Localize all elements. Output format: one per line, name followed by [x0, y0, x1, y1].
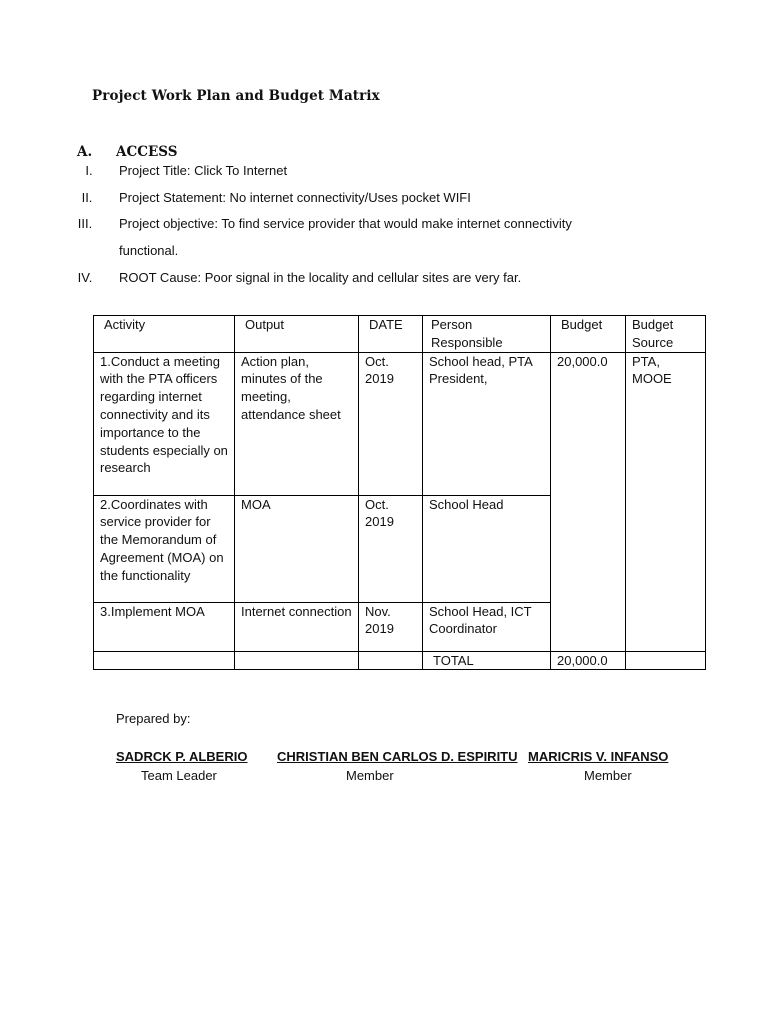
signatory-role-1: Team Leader — [141, 768, 217, 783]
table-header-row — [94, 316, 706, 353]
date-cell: Oct. 2019 — [359, 495, 423, 602]
project-title-text: Project Title: Click To Internet — [119, 163, 288, 178]
empty-cell — [94, 651, 235, 670]
person-cell: School head, PTA President, — [423, 352, 551, 495]
activity-cell: 2.Coordinates with service provider for the Memorandum of Agreement (MOA) on the functionality — [94, 495, 235, 602]
section-heading — [77, 144, 177, 160]
budget-cell: 20,000.0 — [551, 352, 626, 651]
item-number: IV. — [77, 270, 93, 285]
header-output: Output — [235, 316, 359, 353]
total-value: 20,000.0 — [551, 651, 626, 670]
item-number: III. — [77, 216, 93, 231]
person-cell: School Head, ICT Coordinator — [423, 602, 551, 651]
signatory-name-2: CHRISTIAN BEN CARLOS D. ESPIRITU — [277, 749, 518, 764]
empty-cell — [235, 651, 359, 670]
project-objective-continuation: functional. — [119, 243, 179, 258]
output-cell: MOA — [235, 495, 359, 602]
person-cell: School Head — [423, 495, 551, 602]
header-budget-source: Budget Source — [626, 316, 706, 353]
work-plan-table — [93, 315, 706, 670]
date-cell: Oct. 2019 — [359, 352, 423, 495]
total-row — [94, 651, 706, 670]
header-date: DATE — [359, 316, 423, 353]
section-title: ACCESS — [116, 144, 178, 160]
output-cell: Action plan, minutes of the meeting, attendance sheet — [235, 352, 359, 495]
root-cause-text: ROOT Cause: Poor signal in the locality and cellular sites are very far. — [119, 270, 522, 285]
empty-cell — [626, 651, 706, 670]
date-cell: Nov. 2019 — [359, 602, 423, 651]
header-budget: Budget — [551, 316, 626, 353]
header-person-responsible: Person Responsible — [423, 316, 551, 353]
item-number: II. — [81, 190, 93, 205]
table-row — [94, 352, 706, 495]
empty-cell — [359, 651, 423, 670]
activity-cell: 3.Implement MOA — [94, 602, 235, 651]
output-cell: Internet connection — [235, 602, 359, 651]
signatory-name-3: MARICRIS V. INFANSO — [528, 749, 669, 764]
signatory-role-2: Member — [346, 768, 394, 783]
prepared-by-label: Prepared by: — [116, 711, 191, 726]
activity-cell: 1.Conduct a meeting with the PTA officers regarding internet connectivity and its importance to the students especially on research — [94, 352, 235, 495]
item-number: I. — [85, 163, 93, 178]
total-label: TOTAL — [423, 651, 551, 670]
signatory-name-1: SADRCK P. ALBERIO — [116, 749, 248, 764]
budget-source-cell: PTA, MOOE — [626, 352, 706, 651]
signatory-role-3: Member — [584, 768, 632, 783]
section-letter: A. — [77, 144, 93, 160]
header-activity: Activity — [94, 316, 235, 353]
document-title: Project Work Plan and Budget Matrix — [92, 88, 380, 104]
project-objective-text: Project objective: To find service provider that would make internet connectivity — [119, 216, 572, 231]
project-statement-text: Project Statement: No internet connectivity/Uses pocket WIFI — [119, 190, 471, 205]
